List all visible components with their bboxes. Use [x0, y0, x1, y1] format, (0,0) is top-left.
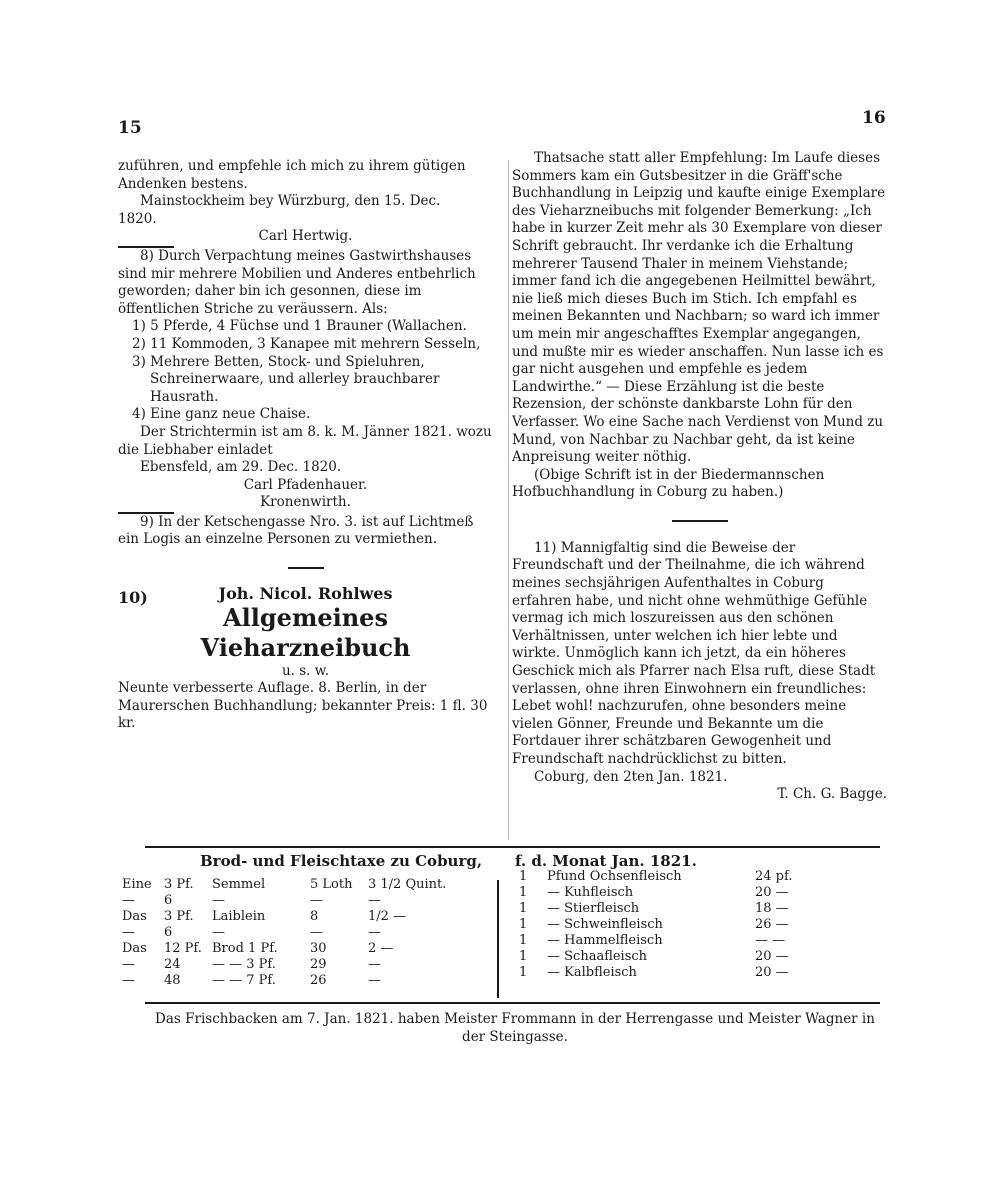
table-cell: — Schweinfleisch	[547, 916, 663, 932]
notice-8-place: Ebensfeld, am 29. Dec. 1820.	[140, 459, 342, 476]
table-cell: — Kalbfleisch	[547, 964, 637, 980]
table-cell: —	[368, 892, 381, 908]
table-cell: — Hammelfleisch	[547, 932, 663, 948]
notice-11: 11) Mannigfaltig sind die Beweise der Freundschaft und der Theilnahme, die ich während meines sechsjährigen Aufenthaltes in Coburg erfahren habe, und nicht ohne wehmüthige Gefühle vermag ich mich loszureissen aus den schönen Verhältnissen, unter welchen ich hier lebte und wirkte. Unmöglich kann ich jetzt, da ein höheres Geschick mich als Pfarrer nach Elsa ruft, diese Stadt verlassen, ohne ihren Einwohnern ein freundliches: Lebet wohl! nachzurufen, ohne besonders meine vielen Gönner, Freunde und Bekannte um die Fortdauer ihrer schätzbaren Gewogenheit und Freundschaft nachdrücklichst zu bitten.	[512, 539, 876, 767]
table-cell: 18 —	[755, 900, 789, 916]
page-number-right: 16	[862, 108, 886, 128]
table-cell: —	[212, 924, 225, 940]
table-cell: —	[368, 972, 381, 988]
table-row	[118, 924, 462, 940]
table-cell: — Kuhfleisch	[547, 884, 634, 900]
table-divider	[497, 880, 499, 998]
table-row	[118, 972, 462, 988]
table-cell: —	[122, 956, 135, 972]
table-cell: 20 —	[755, 884, 789, 900]
table-cell: Brod 1 Pf.	[212, 940, 278, 956]
table-cell: Eine	[122, 876, 152, 892]
table-cell: —	[310, 924, 323, 940]
table-cell: 29	[310, 956, 327, 972]
table-cell: 1	[519, 900, 528, 916]
book-title: Allgemeines Vieharzneibuch	[200, 602, 411, 662]
table-row	[118, 940, 462, 956]
table-row	[515, 868, 819, 884]
table-cell: 1	[519, 948, 528, 964]
taxe-title-left: Brod- und Fleischtaxe zu Coburg,	[200, 852, 483, 870]
table-cell: —	[212, 892, 225, 908]
book-etc: u. s. w.	[281, 662, 330, 679]
table-cell: — Schaafleisch	[547, 948, 648, 964]
table-cell: — Stierfleisch	[547, 900, 640, 916]
table-bottom-rule	[145, 1002, 880, 1004]
meat-table	[515, 868, 819, 980]
table-row	[515, 916, 819, 932]
table-cell: —	[368, 924, 381, 940]
table-row	[515, 884, 819, 900]
table-cell: Das	[122, 908, 147, 924]
table-top-rule	[145, 846, 880, 848]
notice-9: 9) In der Ketschengasse Nro. 3. ist auf Lichtmeß ein Logis an einzelne Personen zu vermiethen.	[118, 513, 474, 548]
notice-10-number: 10)	[118, 588, 148, 608]
table-cell: 20 —	[755, 964, 789, 980]
table-cell: —	[310, 892, 323, 908]
notice-8-intro: 8) Durch Verpachtung meines Gastwirthshauses sind mir mehrere Mobilien und Anderes entbehrlich geworden; daher bin ich gesonnen, diese im öffentlichen Striche zu veräussern. Als:	[118, 247, 476, 317]
right-column	[512, 150, 887, 804]
place-date: Mainstockheim bey Würzburg, den 15. Dec.	[140, 193, 441, 210]
table-cell: 3 1/2 Quint.	[368, 876, 447, 892]
table-row	[515, 964, 819, 980]
table-cell: 20 —	[755, 948, 789, 964]
table-cell: 24 pf.	[755, 868, 793, 884]
table-cell: —	[122, 972, 135, 988]
separator	[288, 567, 324, 569]
table-cell: 26 —	[755, 916, 789, 932]
signature-bagge: T. Ch. G. Bagge.	[777, 786, 887, 803]
table-row	[515, 932, 819, 948]
table-cell: —	[368, 956, 381, 972]
table-cell: 6	[164, 924, 173, 940]
testimonial: Thatsache statt aller Empfehlung: Im Laufe dieses Sommers kam ein Gutsbesitzer in die Gräff'sche Buchhandlung in Leipzig und kaufte einige Exemplare des Vieharzneibuchs mit folgender Bemerkung: „Ich habe in kurzer Zeit mehr als 30 Exemplare von dieser Schrift gebraucht. Ihr verdanke ich die Erhaltung mehrerer Tausend Thaler in meinem Viehstande; immer fand ich die angegebenen Heilmittel bewährt, nie ließ mich dieses Buch im Stich. Ich empfahl es meinen Bekannten und Nachbarn; so ward ich immer um mein mir angeschafftes Exemplar angegangen, und mußte mir es wieder anschaffen. Nun lasse ich es gar nicht ausgehen und empfehle es jedem Landwirthe.“ — Diese Erzählung ist die beste Rezension, der schönste dankbarste Lohn für den Verfasser. Wo eine Sache nach Verdienst von Mund zu Mund, von Nachbar zu Nachbar geht, da ist keine Anpreisung weiter nöthig.	[512, 150, 886, 466]
bread-table	[118, 876, 462, 988]
table-cell: — — 3 Pf.	[212, 956, 276, 972]
left-column	[118, 158, 493, 733]
taxe-title-right: f. d. Monat Jan. 1821.	[515, 852, 697, 870]
table-cell: 3 Pf.	[164, 876, 194, 892]
table-cell: 48	[164, 972, 181, 988]
availability-note: (Obige Schrift ist in der Biedermannschen Hofbuchhandlung in Coburg zu haben.)	[512, 466, 825, 501]
book-details: Neunte verbesserte Auflage. 8. Berlin, in der Maurerschen Buchhandlung; bekannter Preis: 1 fl. 30 kr.	[118, 680, 488, 732]
notice-8-item: 3) Mehrere Betten, Stock- und Spieluhren, Schreinerwaare, und allerley brauchbarer Hausrath.	[132, 353, 440, 405]
notice-8-item: 4) Eine ganz neue Chaise.	[132, 406, 311, 423]
table-cell: 12 Pf.	[164, 940, 202, 956]
table-cell: —	[122, 892, 135, 908]
table-cell: 1	[519, 916, 528, 932]
table-cell: 1	[519, 868, 528, 884]
table-cell: 1	[519, 932, 528, 948]
table-cell: 26	[310, 972, 327, 988]
continued-text: zuführen, und empfehle ich mich zu ihrem gütigen Andenken bestens.	[118, 158, 466, 192]
table-cell: 1	[519, 964, 528, 980]
table-cell: 8	[310, 908, 319, 924]
table-row	[118, 956, 462, 972]
signature-pfadenhauer: Carl Pfadenhauer.	[243, 476, 368, 493]
table-cell: 2 —	[368, 940, 394, 956]
separator	[672, 520, 728, 522]
table-cell: 1	[519, 884, 528, 900]
table-row	[118, 908, 462, 924]
column-divider	[508, 160, 509, 840]
table-cell: — —	[755, 932, 786, 948]
table-cell: 1/2 —	[368, 908, 407, 924]
table-cell: 5 Loth	[310, 876, 353, 892]
table-row	[118, 876, 462, 892]
table-cell: 30	[310, 940, 327, 956]
table-row	[515, 948, 819, 964]
table-row	[118, 892, 462, 908]
table-cell: — — 7 Pf.	[212, 972, 276, 988]
notice-8-term: Der Strichtermin ist am 8. k. M. Jänner 1821. wozu die Liebhaber einladet	[118, 423, 492, 458]
table-cell: Pfund Ochsenfleisch	[547, 868, 682, 884]
page-number-left: 15	[118, 118, 142, 138]
table-cell: —	[122, 924, 135, 940]
notice-8-item: 2) 11 Kommoden, 3 Kanapee mit mehrern Sesseln,	[132, 335, 481, 352]
signature-hertwig: Carl Hertwig.	[258, 228, 353, 245]
notice-10	[118, 585, 493, 733]
notice-11-date: Coburg, den 2ten Jan. 1821.	[534, 768, 728, 785]
table-cell: 6	[164, 892, 173, 908]
book-author: Joh. Nicol. Rohlwes	[218, 584, 393, 604]
year: 1820.	[118, 210, 157, 227]
table-cell: 3 Pf.	[164, 908, 194, 924]
notice-8-item: 1) 5 Pferde, 4 Füchse und 1 Brauner (Wallachen.	[132, 318, 467, 335]
table-cell: Semmel	[212, 876, 266, 892]
table-cell: Das	[122, 940, 147, 956]
signature-title: Kronenwirth.	[260, 494, 351, 511]
table-cell: 24	[164, 956, 181, 972]
table-row	[515, 900, 819, 916]
table-cell: Laiblein	[212, 908, 266, 924]
footer-note: Das Frischbacken am 7. Jan. 1821. haben Meister Frommann in der Herrengasse und Meister Wagner in der Steingasse.	[155, 1011, 875, 1045]
